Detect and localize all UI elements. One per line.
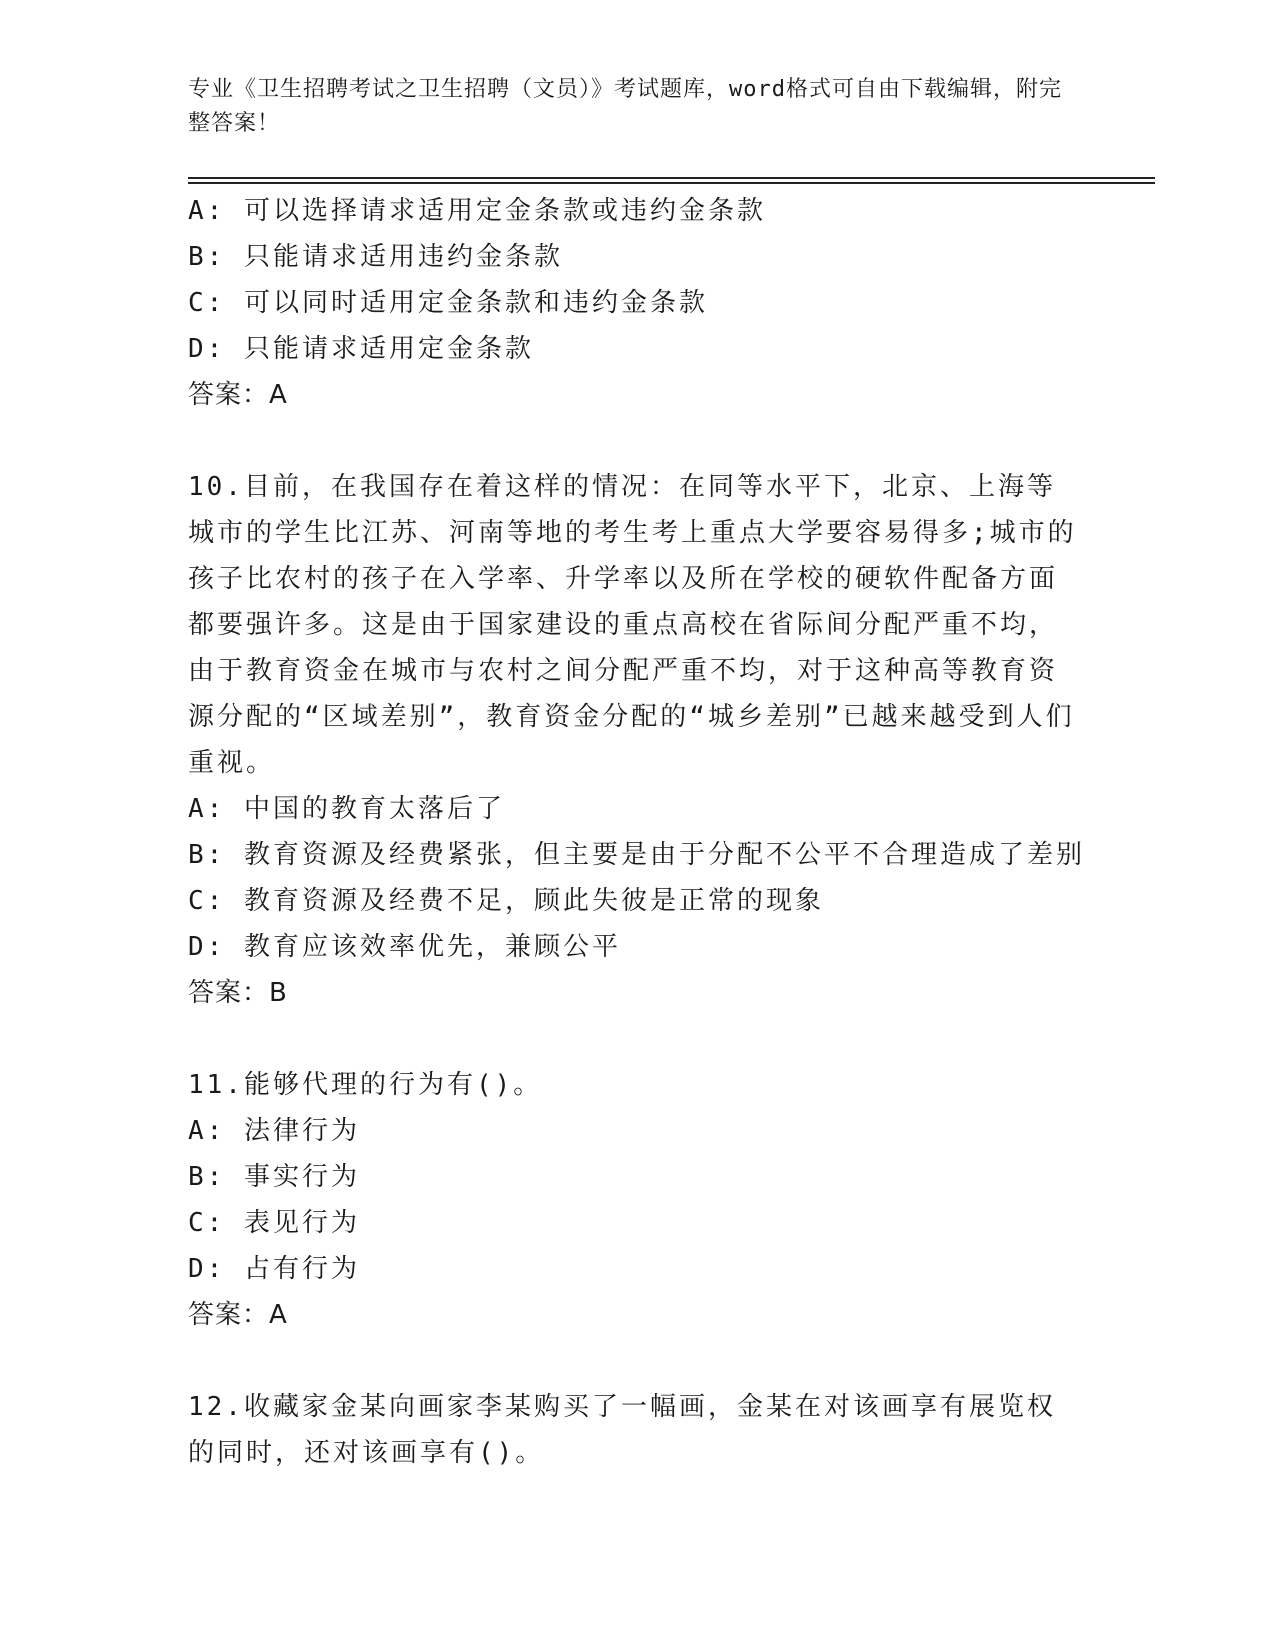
option-a: A: 中国的教育太落后了: [188, 794, 505, 824]
option-b: B: 只能请求适用违约金条款: [188, 242, 563, 272]
answer-label: 答案：A: [188, 380, 288, 410]
option-a: A: 法律行为: [188, 1116, 360, 1146]
question-9: [188, 188, 1088, 418]
option-d: D: 只能请求适用定金条款: [188, 334, 534, 364]
option-c: C: 教育资源及经费不足，顾此失彼是正常的现象: [188, 886, 824, 916]
option-c: C: 表见行为: [188, 1208, 360, 1238]
question-11: [188, 1062, 1088, 1338]
question-list: [188, 188, 1088, 1476]
document-header: 专业《卫生招聘考试之卫生招聘（文员）》考试题库，word格式可自由下载编辑，附完整答案！: [188, 77, 1062, 136]
question-stem: 11.能够代理的行为有()。: [188, 1070, 543, 1100]
question-stem: 10.目前，在我国存在着这样的情况：在同等水平下，北京、上海等城市的学生比江苏、河南等地的考生考上重点大学要容易得多;城市的孩子比农村的孩子在入学率、升学率以及所在学校的硬软件配备方面都要强许多。这是由于国家建设的重点高校在省际间分配严重不均，由于教育资金在城市与农村之间分配严重不均，对于这种高等教育资源分配的“区域差别”，教育资金分配的“城乡差别”已越来越受到人们重视。: [188, 472, 1077, 778]
question-10: [188, 464, 1088, 1016]
option-b: B: 教育资源及经费紧张，但主要是由于分配不公平不合理造成了差别: [188, 840, 1085, 870]
header-divider-bottom: [188, 182, 1155, 184]
option-b: B: 事实行为: [188, 1162, 360, 1192]
option-d: D: 占有行为: [188, 1254, 360, 1284]
option-d: D: 教育应该效率优先，兼顾公平: [188, 932, 621, 962]
header-divider-top: [188, 177, 1155, 179]
answer-label: 答案：B: [188, 978, 288, 1008]
question-stem: 12.收藏家金某向画家李某购买了一幅画，金某在对该画享有展览权的同时，还对该画享有()。: [188, 1392, 1056, 1468]
question-12: [188, 1384, 1088, 1476]
answer-label: 答案：A: [188, 1300, 288, 1330]
option-a: A: 可以选择请求适用定金条款或违约金条款: [188, 196, 766, 226]
option-c: C: 可以同时适用定金条款和违约金条款: [188, 288, 708, 318]
